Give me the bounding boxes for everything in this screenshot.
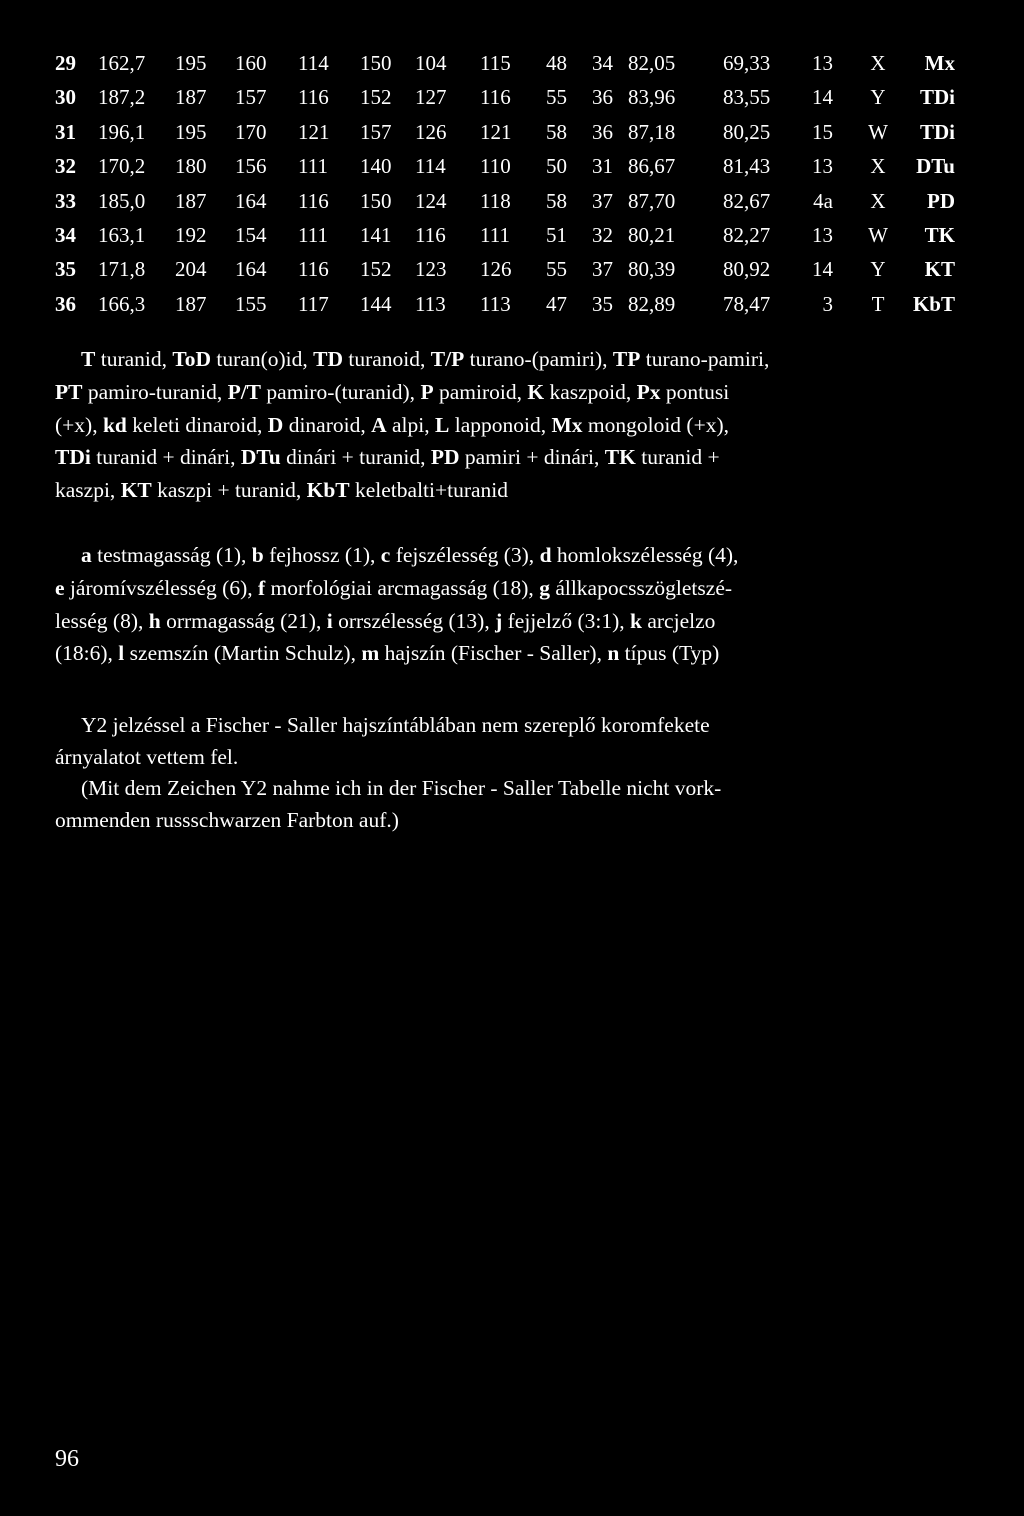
- table-cell: 58: [546, 119, 567, 144]
- legend-text: állkapocsszögletszé-: [549, 575, 733, 600]
- legend-text: turano-pamiri,: [640, 347, 770, 371]
- table-cell: 69,33: [723, 51, 771, 75]
- legend-text: alpi,: [386, 412, 435, 437]
- table-cell: 29: [55, 51, 76, 75]
- table-cell: 150: [360, 188, 392, 213]
- table-cell: 170,2: [98, 154, 146, 179]
- table-cell: 117: [298, 291, 329, 316]
- table-cell: 111: [298, 222, 328, 247]
- legend-line: [55, 376, 975, 409]
- table-cell: 78,47: [723, 291, 771, 316]
- legend-text: turano-(pamiri),: [464, 347, 613, 371]
- table-cell: 141: [360, 222, 392, 247]
- table-cell: 82,89: [628, 291, 676, 316]
- legend-abbreviation: TP: [612, 347, 641, 371]
- legend-text: lapponoid,: [449, 412, 552, 437]
- table-cell: 83,55: [723, 85, 771, 110]
- legend-text: turanid,: [95, 347, 173, 371]
- legend-text: turanid +: [635, 445, 720, 470]
- table-cell: TK: [924, 222, 955, 247]
- table-cell: 115: [480, 51, 511, 75]
- table-cell: 116: [415, 222, 446, 247]
- legend-abbreviation: f: [257, 575, 266, 600]
- table-cell: 163,1: [98, 222, 146, 247]
- table-cell: 35: [55, 257, 76, 282]
- table-cell: 34: [592, 51, 613, 75]
- table-cell: 114: [415, 154, 446, 179]
- table-cell: W: [868, 119, 888, 144]
- table-cell: 150: [360, 51, 392, 75]
- table-cell: 113: [480, 291, 511, 316]
- legend-text: kaszpoid,: [544, 379, 637, 404]
- legend-text: arcjelzo: [641, 608, 716, 633]
- table-cell: 126: [415, 119, 447, 144]
- legend-text: lesség (8),: [55, 608, 149, 633]
- column-legend: [55, 539, 975, 670]
- table-cell: 164: [235, 188, 267, 213]
- legend-abbreviation: c: [380, 543, 391, 567]
- table-cell: 187: [175, 188, 207, 213]
- table-cell: 55: [546, 257, 567, 282]
- page-number: 96: [55, 1446, 79, 1472]
- legend-text: dinaroid,: [283, 412, 372, 437]
- table-cell: 30: [55, 85, 76, 110]
- legend-text: pamiroid,: [433, 379, 528, 404]
- table-cell: 80,25: [723, 119, 771, 144]
- table-cell: 196,1: [98, 119, 146, 144]
- legend-abbreviation: k: [630, 608, 642, 633]
- table-cell: 192: [175, 222, 207, 247]
- legend-text: fejjelző (3:1),: [502, 608, 631, 633]
- legend-abbreviation: ToD: [172, 347, 212, 371]
- table-cell: 80,92: [723, 257, 771, 282]
- table-cell: X: [870, 51, 886, 75]
- table-cell: 166,3: [98, 291, 146, 316]
- table-cell: 36: [592, 85, 613, 110]
- table-cell: 123: [415, 257, 447, 282]
- legend-text: testmagasság (1),: [91, 543, 252, 567]
- legend-abbreviation: P: [420, 379, 434, 404]
- table-cell: 116: [480, 85, 511, 110]
- table-cell: 124: [415, 188, 447, 213]
- table-cell: 121: [298, 119, 330, 144]
- legend-text: orrmagasság (21),: [160, 608, 327, 633]
- legend-text: kaszpi,: [55, 478, 121, 503]
- legend-abbreviation: K: [527, 379, 545, 404]
- table-cell: 126: [480, 257, 512, 282]
- legend-abbreviation: n: [607, 641, 620, 666]
- legend-abbreviation: TK: [604, 445, 636, 470]
- table-cell: 48: [546, 51, 567, 75]
- table-cell: TDi: [919, 119, 955, 144]
- table-cell: 111: [298, 154, 328, 179]
- table-cell: 152: [360, 85, 392, 110]
- legend-text: pontusi: [660, 379, 730, 404]
- table-cell: 36: [55, 291, 76, 316]
- table-cell: 114: [298, 51, 329, 75]
- table-cell: 34: [55, 222, 76, 247]
- table-cell: 33: [55, 188, 76, 213]
- table-cell: Mx: [924, 51, 955, 75]
- legend-text: orrszélesség (13),: [332, 608, 496, 633]
- legend-abbreviation: Mx: [551, 412, 583, 437]
- table-cell: 37: [592, 257, 613, 282]
- legend-abbreviation: A: [371, 412, 387, 437]
- table-cell: KT: [924, 257, 955, 282]
- legend-text: keletbalti+turanid: [349, 478, 509, 503]
- legend-text: kaszpi + turanid,: [151, 478, 307, 503]
- table-cell: 110: [480, 154, 511, 179]
- table-cell: 51: [546, 222, 567, 247]
- table-cell: DTu: [916, 154, 955, 179]
- legend-text: típus (Typ): [619, 641, 720, 666]
- legend-line: [55, 637, 975, 670]
- table-cell: 32: [592, 222, 613, 247]
- legend-abbreviation: g: [539, 575, 550, 600]
- table-cell: 204: [175, 257, 207, 282]
- table-cell: 50: [546, 154, 567, 179]
- legend-abbreviation: e: [55, 575, 65, 600]
- legend-line: [55, 441, 975, 474]
- legend-abbreviation: PT: [55, 379, 83, 404]
- table-cell: 82,05: [628, 51, 676, 75]
- table-cell: 87,18: [628, 119, 676, 144]
- note-line: ommenden russschwarzen Farbton auf.): [55, 807, 399, 832]
- type-abbreviation-legend: [55, 343, 975, 507]
- table-cell: 157: [235, 85, 267, 110]
- table-cell: 86,67: [628, 154, 676, 179]
- legend-text: homlokszélesség (4),: [551, 543, 739, 567]
- table-cell: 113: [415, 291, 446, 316]
- legend-text: hajszín (Fischer - Saller),: [379, 641, 608, 666]
- legend-abbreviation: P/T: [227, 379, 262, 404]
- table-cell: Y: [870, 257, 886, 282]
- legend-line: [55, 605, 975, 638]
- table-cell: 4a: [813, 188, 833, 213]
- table-cell: 55: [546, 85, 567, 110]
- table-cell: 82,67: [723, 188, 771, 213]
- legend-abbreviation: PD: [430, 445, 460, 470]
- table-cell: X: [870, 188, 886, 213]
- legend-text: mongoloid (+x),: [582, 412, 730, 437]
- table-cell: W: [868, 222, 888, 247]
- table-cell: 156: [235, 154, 267, 179]
- legend-abbreviation: h: [148, 608, 161, 633]
- table-cell: 58: [546, 188, 567, 213]
- legend-text: turanoid,: [343, 347, 431, 371]
- table-cell: 13: [812, 222, 833, 247]
- legend-abbreviation: D: [267, 412, 284, 437]
- legend-line: [55, 409, 975, 442]
- table-cell: 111: [480, 222, 510, 247]
- legend-abbreviation: KT: [120, 478, 152, 503]
- legend-abbreviation: DTu: [240, 445, 281, 470]
- legend-abbreviation: j: [495, 608, 503, 633]
- legend-abbreviation: TD: [313, 347, 343, 371]
- table-cell: 47: [546, 291, 567, 316]
- table-cell: 155: [235, 291, 267, 316]
- legend-line: [55, 343, 975, 376]
- legend-text: turan(o)id,: [211, 347, 314, 371]
- table-cell: 14: [812, 257, 833, 282]
- table-cell: 180: [175, 154, 207, 179]
- table-cell: 185,0: [98, 188, 146, 213]
- table-cell: 80,39: [628, 257, 676, 282]
- table-cell: 152: [360, 257, 392, 282]
- table-cell: 162,7: [98, 51, 146, 75]
- legend-text: (+x),: [55, 412, 103, 437]
- legend-text: szemszín (Martin Schulz),: [124, 641, 362, 666]
- table-cell: 127: [415, 85, 447, 110]
- legend-abbreviation: T/P: [430, 347, 465, 371]
- legend-text: pamiri + dinári,: [459, 445, 605, 470]
- table-cell: 164: [235, 257, 267, 282]
- legend-abbreviation: m: [361, 641, 380, 666]
- table-cell: 154: [235, 222, 267, 247]
- table-cell: 195: [175, 119, 207, 144]
- hair-color-note: [55, 710, 975, 836]
- legend-abbreviation: KbT: [306, 478, 350, 503]
- legend-text: fejhossz (1),: [263, 543, 381, 567]
- table-cell: 187: [175, 85, 207, 110]
- legend-text: fejszélesség (3),: [390, 543, 540, 567]
- legend-text: pamiro-(turanid),: [261, 379, 421, 404]
- legend-abbreviation: d: [539, 543, 552, 567]
- legend-text: keleti dinaroid,: [126, 412, 268, 437]
- table-cell: TDi: [919, 85, 955, 110]
- table-cell: 118: [480, 188, 511, 213]
- note-line: (Mit dem Zeichen Y2 nahme ich in der Fischer - Saller Tabelle nicht vork-: [81, 776, 722, 800]
- legend-text: járomívszélesség (6),: [64, 575, 258, 600]
- table-cell: KbT: [912, 291, 955, 316]
- table-cell: 13: [812, 51, 833, 75]
- table-cell: 157: [360, 119, 392, 144]
- table-cell: 37: [592, 188, 613, 213]
- legend-line: [55, 572, 975, 605]
- table-cell: 170: [235, 119, 267, 144]
- table-cell: 15: [812, 119, 833, 144]
- table-cell: 35: [592, 291, 613, 316]
- table-cell: 187: [175, 291, 207, 316]
- note-line: árnyalatot vettem fel.: [55, 744, 239, 769]
- legend-text: dinári + turanid,: [280, 445, 431, 470]
- table-cell: 31: [592, 154, 613, 179]
- legend-line: [55, 474, 975, 507]
- legend-text: morfológiai arcmagasság (18),: [265, 575, 540, 600]
- table-cell: 144: [360, 291, 392, 316]
- legend-abbreviation: Px: [636, 379, 661, 404]
- table-cell: PD: [927, 188, 955, 213]
- table-cell: 171,8: [98, 257, 146, 282]
- legend-line: [55, 539, 975, 572]
- table-cell: 187,2: [98, 85, 146, 110]
- table-cell: 116: [298, 85, 329, 110]
- table-cell: 80,21: [628, 222, 676, 247]
- table-cell: Y: [870, 85, 886, 110]
- legend-abbreviation: L: [435, 412, 450, 437]
- table-cell: 32: [55, 154, 76, 179]
- table-cell: X: [870, 154, 886, 179]
- table-cell: 195: [175, 51, 207, 75]
- table-cell: 87,70: [628, 188, 676, 213]
- legend-abbreviation: l: [118, 641, 125, 666]
- legend-abbreviation: T: [81, 347, 96, 371]
- legend-text: pamiro-turanid,: [82, 379, 228, 404]
- table-cell: 3: [822, 291, 833, 316]
- note-line: Y2 jelzéssel a Fischer - Saller hajszíntáblában nem szereplő koromfekete: [81, 713, 710, 737]
- table-cell: 140: [360, 154, 392, 179]
- legend-text: turanid + dinári,: [90, 445, 241, 470]
- table-cell: 31: [55, 119, 76, 144]
- table-cell: 82,27: [723, 222, 771, 247]
- table-cell: 116: [298, 257, 329, 282]
- legend-abbreviation: i: [326, 608, 333, 633]
- table-cell: 81,43: [723, 154, 771, 179]
- table-cell: 83,96: [628, 85, 676, 110]
- table-cell: 13: [812, 154, 833, 179]
- table-cell: 14: [812, 85, 833, 110]
- legend-abbreviation: b: [251, 543, 264, 567]
- table-cell: 116: [298, 188, 329, 213]
- table-cell: 36: [592, 119, 613, 144]
- legend-abbreviation: TDi: [55, 445, 91, 470]
- legend-abbreviation: kd: [102, 412, 127, 437]
- table-cell: 104: [415, 51, 447, 75]
- table-cell: T: [871, 291, 885, 316]
- table-cell: 160: [235, 51, 267, 75]
- table-cell: 121: [480, 119, 512, 144]
- legend-text: (18:6),: [55, 641, 119, 666]
- legend-abbreviation: a: [81, 543, 92, 567]
